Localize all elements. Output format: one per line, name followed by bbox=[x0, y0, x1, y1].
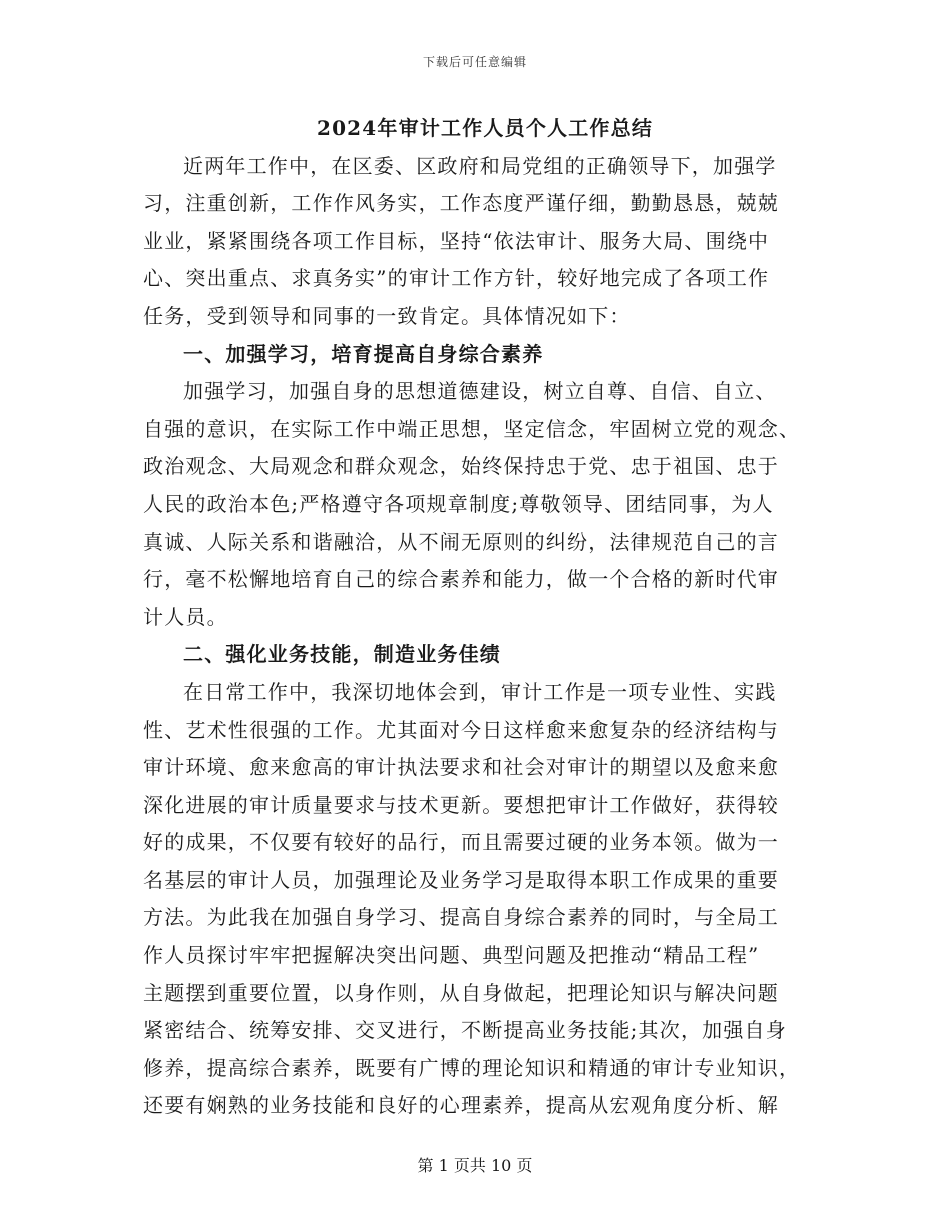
section-paragraph-2: 在日常工作中，我深切地体会到，审计工作是一项专业性、实践 性、艺术性很强的工作。尤其面对今日这样愈来愈复杂的经济结构与 审计环境、愈来愈高的审计执法要求和社会对审计的期望以及愈来愈 深化进展的审计质量要求与技术更新。要想把审计工作做好，获得较 好的成果，不仅要有较好的品行，而且需要过硬的业务本领。做为一 名基层的审计人员，加强理论及业务学习是取得本职工作成果的重要 方法。为此我在加强自身学习、提高自身综合素养的同时，与全局工 作人员探讨牢牢把握解决突出问题、典型问题及把推动“精品工程” 主题摆到重要位置，以身作则，从自身做起，把理论知识与解决问题 紧密结合、统筹安排、交叉进行，不断提高业务技能;其次，加强自身 修养，提高综合素养，既要有广博的理论知识和精通的审计专业知识， 还要有娴熟的业务技能和良好的心理素养，提高从宏观角度分析、解 bbox=[143, 679, 801, 1118]
document-body bbox=[143, 110, 815, 1125]
intro-paragraph: 近两年工作中，在区委、区政府和局党组的正确领导下，加强学 习，注重创新，工作作风务实，工作态度严谨仔细，勤勤恳恳，兢兢 业业，紧紧围绕各项工作目标，坚持“依法审计、服务大局、围绕中 心、突出重点、求真务实”的审计工作方针，较好地完成了各项工作 任务，受到领导和同事的一致肯定。具体情况如下： bbox=[143, 153, 779, 328]
page-number-footer: 第 1 页共 10 页 bbox=[417, 1156, 533, 1175]
document-title: 2024年审计工作人员个人工作总结 bbox=[316, 116, 654, 140]
section-heading-1: 一、加强学习，培育提高自身综合素养 bbox=[183, 341, 544, 366]
page-header-note: 下载后可任意编辑 bbox=[422, 55, 527, 69]
section-paragraph-1: 加强学习，加强自身的思想道德建设，树立自尊、自信、自立、 自强的意识，在实际工作中端正思想，坚定信念，牢固树立党的观念、 政治观念、大局观念和群众观念，始终保持忠于党、忠于祖国、忠于 人民的政治本色;严格遵守各项规章制度;尊敬领导、团结同事，为人 真诚、人际关系和谐融洽，从不闹无原则的纠纷，法律规范自己的言 行，毫不松懈地培育自己的综合素养和能力，做一个合格的新时代审 计人员。 bbox=[143, 379, 801, 629]
section-heading-2: 二、强化业务技能，制造业务佳绩 bbox=[183, 642, 501, 667]
